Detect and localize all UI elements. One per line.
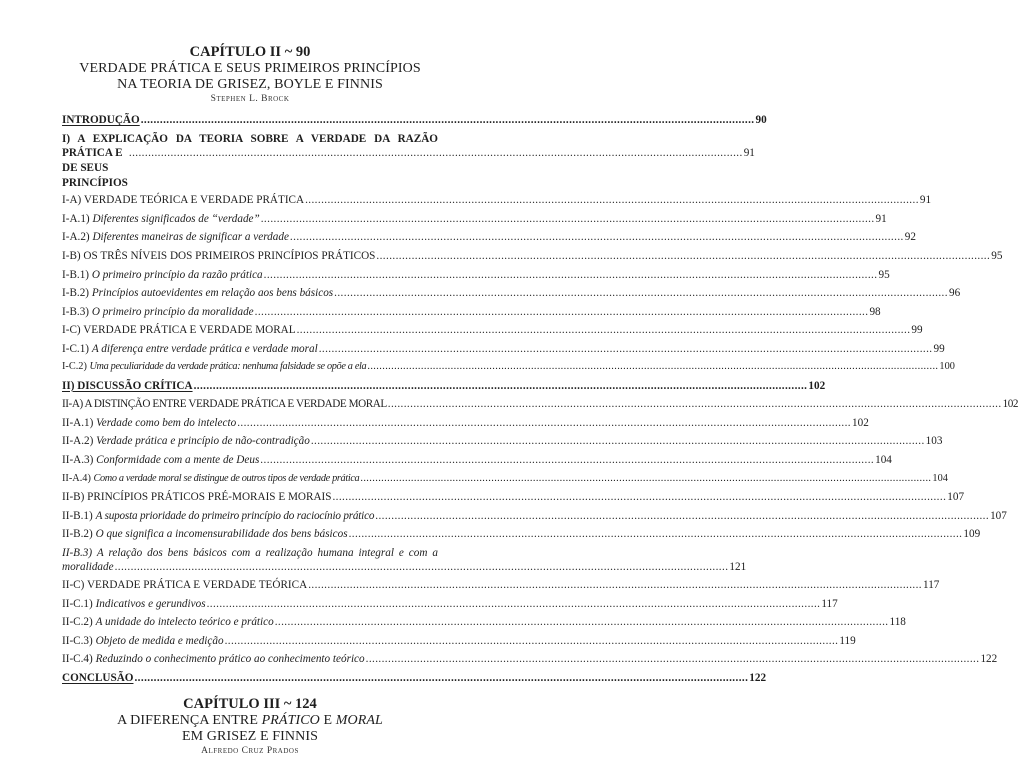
chapter-author: Alfredo Cruz Prados xyxy=(201,746,299,757)
dot-leader xyxy=(376,247,990,266)
toc-entry[interactable] xyxy=(62,632,856,651)
toc-page-number: 118 xyxy=(889,616,906,629)
chapter-2-heading xyxy=(62,44,438,105)
toc-page-number: 117 xyxy=(923,579,940,592)
toc-entry-label: II-B) PRINCÍPIOS PRÁTICOS PRÉ-MORAIS E MORAIS xyxy=(62,491,332,504)
toc-page-number: 107 xyxy=(947,491,965,504)
toc-entry-label: I-C) VERDADE PRÁTICA E VERDADE MORAL xyxy=(62,324,296,337)
toc-page-number: 102 xyxy=(1002,398,1018,411)
toc-entry-label: O primeiro princípio da moralidade xyxy=(91,305,254,318)
toc-entry-label: Indicativos e gerundivos xyxy=(95,597,206,610)
toc-entry-code: II-C.4) xyxy=(62,653,93,666)
toc-entry[interactable] xyxy=(62,576,940,595)
toc-entry[interactable] xyxy=(62,488,965,507)
dot-leader xyxy=(129,146,743,161)
dot-leader xyxy=(305,191,919,210)
toc-entry-label: INTRODUÇÃO xyxy=(62,114,140,126)
toc-entry-code: II-B.2) xyxy=(62,528,93,541)
toc-page-number: 117 xyxy=(821,597,838,610)
toc-page-number: 122 xyxy=(749,671,767,684)
dot-leader xyxy=(311,432,925,451)
toc-page-number: 99 xyxy=(911,324,923,337)
toc-entry[interactable] xyxy=(62,247,1003,266)
toc-page-number: 102 xyxy=(852,416,869,429)
toc-entry-label: moralidade xyxy=(62,561,114,574)
toc-entry[interactable] xyxy=(62,451,892,470)
dot-leader xyxy=(360,470,931,489)
toc-entry-label: Objeto de medida e medição xyxy=(95,634,224,647)
dot-leader xyxy=(332,488,946,507)
toc-entry-label: Diferentes maneiras de significar a verdade xyxy=(92,231,289,244)
chapter-author: Stephen L. Brock xyxy=(210,94,290,104)
chapter-number: CAPÍTULO II ~ 90 xyxy=(189,44,311,60)
toc-page-number: 98 xyxy=(869,305,881,318)
dot-leader xyxy=(225,632,839,651)
toc-entry-label: CONCLUSÃO xyxy=(62,671,134,684)
dot-leader xyxy=(261,210,875,229)
toc-page-number: 96 xyxy=(948,287,961,300)
toc-entry-label: Conformidade com a mente de Deus xyxy=(96,454,260,467)
toc-page-number: 121 xyxy=(729,561,747,574)
toc-entry[interactable] xyxy=(62,266,890,285)
toc-entry[interactable] xyxy=(62,377,826,396)
chapter-title: A DIFERENÇA ENTRE PRÁTICO E MORAL xyxy=(117,713,383,729)
toc-entry-label: O primeiro princípio da razão prática xyxy=(91,268,263,281)
toc-page-number: 102 xyxy=(808,379,826,392)
toc-entry-code: II-A.1) xyxy=(62,416,94,429)
toc-page-number: 99 xyxy=(933,342,945,355)
toc-page-number: 92 xyxy=(904,231,916,244)
toc-entry-code: II-A.2) xyxy=(62,435,94,448)
toc-entry-label: Verdade prática e princípio de não-contradição xyxy=(96,435,310,448)
toc-entry-label: I-A) VERDADE TEÓRICA E VERDADE PRÁTICA xyxy=(62,194,305,207)
dot-leader xyxy=(290,228,904,247)
dot-leader xyxy=(264,266,878,285)
toc-page-number: 90 xyxy=(755,114,767,126)
dot-leader xyxy=(237,414,851,433)
toc-entry-label: Reduzindo o conhecimento prático ao conhecimento teórico xyxy=(95,653,365,666)
dot-leader xyxy=(349,525,963,544)
toc-page-number: 122 xyxy=(980,653,998,666)
dot-leader xyxy=(134,669,748,688)
toc-entry[interactable] xyxy=(62,613,906,632)
dot-leader xyxy=(260,451,874,470)
toc-entry[interactable] xyxy=(62,358,955,377)
toc-entry-label: I) A EXPLICAÇÃO DA TEORIA SOBRE A VERDADE DA RAZÃO xyxy=(62,132,438,145)
dot-leader xyxy=(388,395,1002,414)
toc-entry-code: II-A.4) xyxy=(62,472,91,484)
toc-entry-code: I-C.1) xyxy=(62,342,90,355)
toc-page-number: 91 xyxy=(875,212,887,225)
toc-entry-label: O que significa a incomensurabilidade dos bens básicos xyxy=(95,528,348,541)
toc-entry-code: II-C.1) xyxy=(62,597,93,610)
toc-entry-code: I-A.1) xyxy=(62,212,90,225)
chapter-title: EM GRISEZ E FINNIS xyxy=(182,729,318,745)
dot-leader xyxy=(275,613,889,632)
toc-entry-code: II-B.1) xyxy=(62,509,93,522)
toc-entry-code: II-C.3) xyxy=(62,634,93,647)
dot-leader xyxy=(366,650,980,669)
toc-entry[interactable] xyxy=(62,111,767,130)
dot-leader xyxy=(375,507,989,526)
toc-entry[interactable] xyxy=(62,595,838,614)
toc-entry[interactable] xyxy=(62,395,1018,414)
toc-page-number: 95 xyxy=(878,268,890,281)
toc-page-number: 104 xyxy=(932,472,948,484)
toc-entry-label: Verdade como bem do intelecto xyxy=(96,416,237,429)
dot-leader xyxy=(297,321,911,340)
toc-page-number: 100 xyxy=(939,361,955,373)
toc-entry-label: PRÁTICA E DE SEUS PRINCÍPIOS xyxy=(62,147,128,189)
toc-entry[interactable] xyxy=(62,507,1007,526)
toc-entry-code: I-A.2) xyxy=(62,231,90,244)
toc-entry[interactable] xyxy=(62,303,881,322)
chapter-number: CAPÍTULO III ~ 124 xyxy=(183,696,317,713)
toc-entry[interactable] xyxy=(62,321,923,340)
toc-entry-label: Diferentes significados de “verdade” xyxy=(92,212,260,225)
dot-leader xyxy=(255,303,869,322)
dot-leader xyxy=(141,111,755,130)
toc-entry[interactable] xyxy=(62,228,916,247)
toc-page-number: 104 xyxy=(875,454,892,467)
toc-entry-label: A diferença entre verdade prática e verdade moral xyxy=(91,342,318,355)
toc-entry-label: II) DISCUSSÃO CRÍTICA xyxy=(62,379,193,392)
toc-entry-label: Princípios autoevidentes em relação aos bens básicos xyxy=(91,287,334,300)
toc-entry-label: II-A) A DISTINÇÃO ENTRE VERDADE PRÁTICA E VERDADE MORAL xyxy=(62,398,387,411)
toc-entry-label: I-B) OS TRÊS NÍVEIS DOS PRIMEIROS PRINCÍPIOS PRÁTICOS xyxy=(62,250,376,262)
toc-entry-code: II-A.3) xyxy=(62,454,94,467)
toc-entry[interactable] xyxy=(62,432,943,451)
toc-entry[interactable] xyxy=(62,210,887,229)
dot-leader xyxy=(334,284,948,303)
dot-leader xyxy=(319,340,933,359)
dot-leader xyxy=(207,595,821,614)
toc-entry-code: I-B.1) xyxy=(62,268,90,281)
toc-page-number: 95 xyxy=(991,250,1003,262)
table-of-contents xyxy=(62,111,1018,687)
chapter-3-heading xyxy=(62,696,438,757)
toc-entry[interactable] xyxy=(62,470,948,489)
toc-page-number: 91 xyxy=(919,194,932,207)
dot-leader xyxy=(194,377,808,396)
toc-entry-label: Uma peculiaridade da verdade prática: nenhuma falsidade se opõe a ela xyxy=(89,361,367,373)
toc-entry-code: I-C.2) xyxy=(62,361,87,373)
toc-entry[interactable] xyxy=(62,650,998,669)
toc-entry[interactable] xyxy=(62,132,755,191)
toc-entry-code: I-B.3) xyxy=(62,305,90,318)
toc-page-number: 103 xyxy=(925,435,943,448)
toc-entry-code: I-B.2) xyxy=(62,287,90,300)
toc-page-number: 91 xyxy=(743,147,755,160)
toc-entry-label: A suposta prioridade do primeiro princípio do raciocínio prático xyxy=(95,509,375,522)
toc-entry-label: A unidade do intelecto teórico e prático xyxy=(95,616,274,629)
toc-entry-label: II-B.3) A relação dos bens básicos com a realização humana integral e com a xyxy=(62,546,438,559)
dot-leader xyxy=(115,560,729,575)
toc-entry-code: II-C.2) xyxy=(62,616,93,629)
toc-entry[interactable] xyxy=(62,191,932,210)
toc-entry[interactable] xyxy=(62,340,945,359)
toc-page-number: 119 xyxy=(839,634,856,647)
toc-entry[interactable] xyxy=(62,525,981,544)
toc-page-number: 107 xyxy=(990,509,1007,522)
chapter-title: VERDADE PRÁTICA E SEUS PRIMEIROS PRINCÍPIOS xyxy=(79,61,421,76)
dot-leader xyxy=(308,576,922,595)
toc-page xyxy=(62,44,1018,757)
dot-leader xyxy=(367,358,938,377)
toc-entry[interactable] xyxy=(62,414,869,433)
toc-entry[interactable] xyxy=(62,669,767,688)
toc-entry[interactable] xyxy=(62,284,961,303)
toc-entry-label: II-C) VERDADE PRÁTICA E VERDADE TEÓRICA xyxy=(62,579,308,592)
toc-page-number: 109 xyxy=(963,528,981,541)
toc-entry[interactable] xyxy=(62,546,747,575)
toc-entry-label: Como a verdade moral se distingue de outros tipos de verdade prática xyxy=(93,472,360,484)
chapter-title: NA TEORIA DE GRISEZ, BOYLE E FINNIS xyxy=(117,77,383,92)
